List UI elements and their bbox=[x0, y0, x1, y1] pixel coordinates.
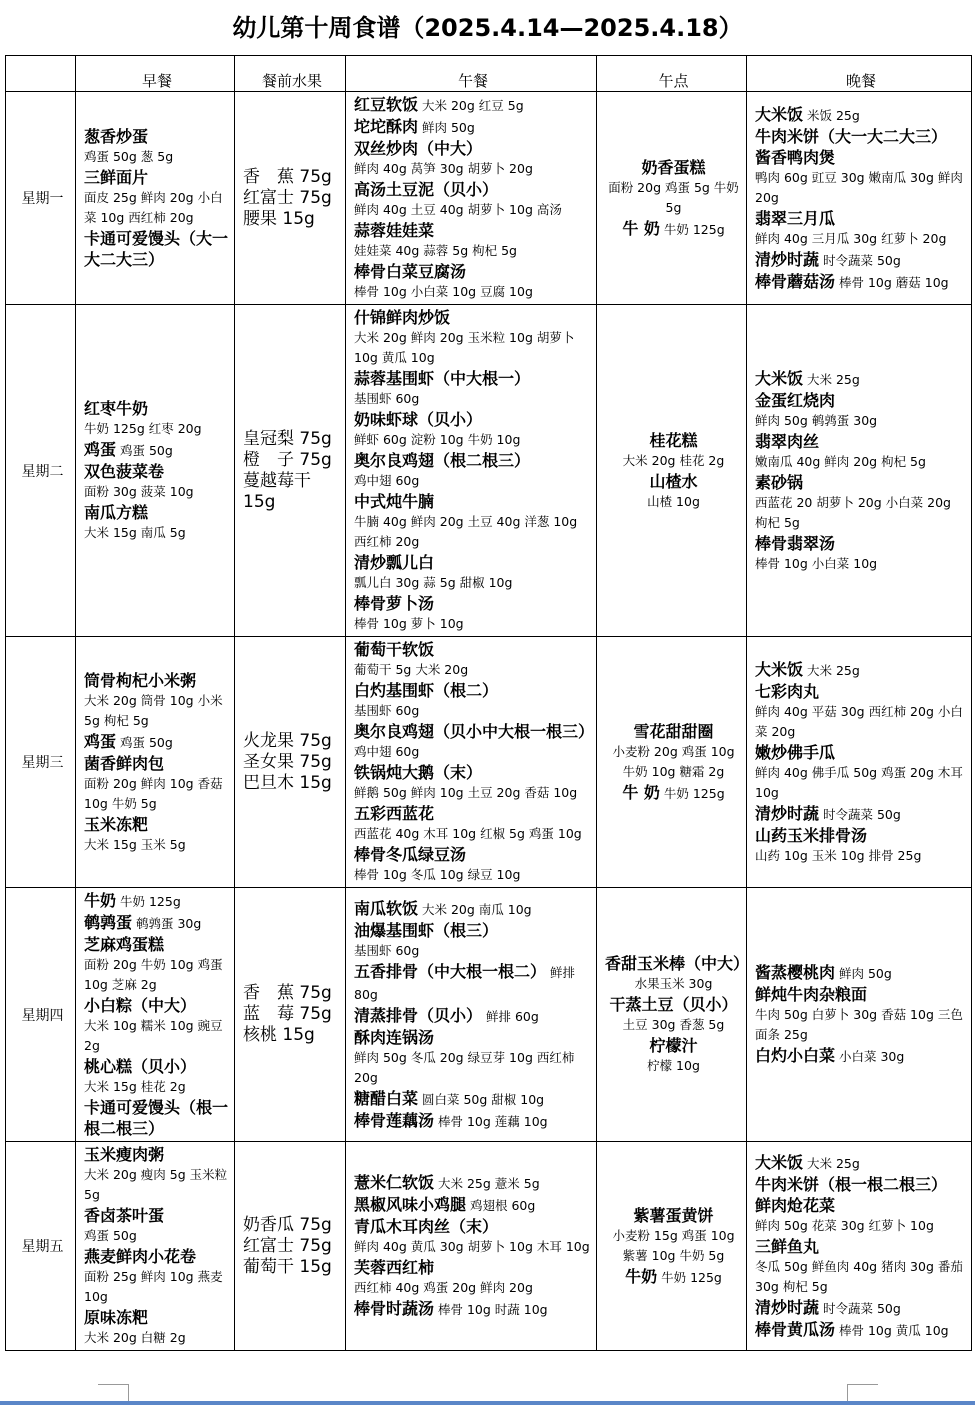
ingredient-line: 大米 20g 瘦肉 5g 玉米粒 5g bbox=[84, 1167, 228, 1202]
dish-line: 玉米瘦肉粥 bbox=[84, 1145, 165, 1164]
fruit-line: 奶香瓜 75g bbox=[243, 1214, 332, 1235]
snack-cell bbox=[597, 305, 747, 637]
page-title: 幼儿第十周食谱（2025.4.14—2025.4.18） bbox=[232, 14, 743, 42]
dish-line: 蒜蓉基围虾（中大根一） bbox=[354, 369, 531, 388]
dish-line: 素砂锅 bbox=[755, 472, 804, 492]
dish-line: 大米饭 大米 25g bbox=[755, 659, 860, 679]
header-dinner: 晚餐 bbox=[747, 56, 972, 92]
fruit-line: 巴旦木 15g bbox=[243, 772, 332, 793]
dish-line: 清炒时蔬 时令蔬菜 50g bbox=[755, 249, 901, 269]
dish-line: 棒骨萝卜汤 bbox=[354, 594, 435, 613]
header-fruit: 餐前水果 bbox=[235, 56, 346, 92]
header-row bbox=[6, 56, 972, 92]
dish-line: 清炒时蔬 时令蔬菜 50g bbox=[755, 803, 901, 823]
dish-line: 葡萄干软饭 bbox=[354, 640, 435, 659]
day-label: 星期一 bbox=[6, 92, 76, 305]
fruit-line: 圣女果 75g bbox=[243, 751, 332, 772]
dish-line: 黑椒风味小鸡腿 鸡翅根 60g bbox=[354, 1195, 536, 1214]
ingredient-line: 鸭肉 60g 豇豆 30g 嫩南瓜 30g 鲜肉 20g bbox=[755, 169, 963, 205]
fruit-line: 皇冠梨 75g bbox=[243, 428, 332, 449]
day-row bbox=[6, 637, 972, 888]
ingredient-line: 鸡蛋 50g bbox=[84, 1228, 137, 1243]
dish-line: 芝麻鸡蛋糕 bbox=[84, 935, 165, 954]
breakfast-cell bbox=[76, 1142, 235, 1351]
ingredient-line: 葡萄干 5g 大米 20g bbox=[354, 662, 469, 677]
day-label: 星期五 bbox=[6, 1142, 76, 1351]
dish-line: 薏米仁软饭 大米 25g 薏米 5g bbox=[354, 1173, 540, 1192]
dish-line: 大米饭 大米 25g bbox=[755, 368, 860, 388]
lunch-cell bbox=[346, 305, 597, 637]
ingredient-line: 大米 20g 鲜肉 20g 玉米粒 10g 胡萝卜 10g 黄瓜 10g bbox=[354, 330, 575, 365]
dish-line: 奥尔良鸡翅（贝小中大根一根三） bbox=[354, 722, 595, 741]
dish-line: 大米饭 米饭 25g bbox=[755, 104, 860, 124]
ingredient-line: 牛腩 40g 鲜肉 20g 土豆 40g 洋葱 10g 西红柿 20g bbox=[354, 514, 578, 549]
ingredient-line: 娃娃菜 40g 蒜蓉 5g 枸杞 5g bbox=[354, 243, 517, 258]
fruit-line: 腰果 15g bbox=[243, 208, 315, 229]
dish-line: 七彩肉丸 bbox=[755, 681, 820, 701]
dish-line: 棒骨翡翠汤 bbox=[755, 533, 836, 553]
ingredient-line: 鲜肉 50g 冬瓜 20g 绿豆芽 10g 西红柿 20g bbox=[354, 1049, 575, 1085]
dish-line: 棒骨蘑菇汤 棒骨 10g 蘑菇 10g bbox=[755, 271, 949, 291]
dinner-cell bbox=[747, 92, 972, 305]
dish-line: 芙蓉西红柿 bbox=[354, 1258, 435, 1277]
fruit-cell bbox=[235, 637, 346, 888]
dish-line: 高汤土豆泥（贝小） bbox=[354, 180, 499, 199]
ingredient-line: 基围虾 60g bbox=[354, 942, 420, 958]
menu-table bbox=[5, 55, 972, 1351]
dish-line: 小白粽（中大） bbox=[84, 996, 197, 1015]
ingredient-line: 鸡中翅 60g bbox=[354, 473, 420, 488]
dish-line: 酥肉连锅汤 bbox=[354, 1027, 435, 1047]
dish-line: 南瓜软饭 大米 20g 南瓜 10g bbox=[354, 898, 532, 918]
dish-line: 桃心糕（贝小） bbox=[84, 1057, 197, 1076]
dish-line: 白灼基围虾（根二） bbox=[354, 681, 499, 700]
ingredient-line: 鲜肉 40g 三月瓜 30g 红萝卜 20g bbox=[755, 230, 947, 246]
dish-line: 翡翠三月瓜 bbox=[755, 208, 836, 228]
fruit-line: 橙 子 75g bbox=[243, 449, 332, 470]
ingredient-line: 面粉 25g 鲜肉 10g 燕麦 10g bbox=[84, 1269, 223, 1304]
day-label: 星期三 bbox=[6, 637, 76, 888]
dish-line: 青瓜木耳肉丝（末） bbox=[354, 1217, 499, 1236]
dish-line: 棒骨白菜豆腐汤 bbox=[354, 262, 467, 281]
dish-line: 牛肉米饼（根一根二根三） bbox=[755, 1174, 948, 1194]
ingredient-line: 鲜肉 40g 平菇 30g 西红柿 20g 小白菜 20g bbox=[755, 703, 963, 739]
dish-line: 鲜炖牛肉杂粮面 bbox=[755, 985, 868, 1004]
fruit-line: 火龙果 75g bbox=[243, 730, 332, 751]
ingredient-line: 面粉 20g 鸡蛋 5g 牛奶 5g bbox=[608, 179, 739, 215]
ingredient-line: 面皮 25g 鲜肉 20g 小白菜 10g 西红柿 20g bbox=[84, 190, 223, 225]
dinner-cell bbox=[747, 637, 972, 888]
dish-line: 双丝炒肉（中大） bbox=[354, 139, 483, 158]
dish-line: 柠檬汁 bbox=[649, 1036, 698, 1055]
dish-line: 酱香鸭肉煲 bbox=[755, 147, 836, 167]
dish-line: 棒骨莲藕汤 棒骨 10g 莲藕 10g bbox=[354, 1110, 548, 1130]
ingredient-line: 小麦粉 15g 鸡蛋 10g 紫薯 10g 牛奶 5g bbox=[612, 1227, 735, 1263]
ingredient-line: 面粉 30g 菠菜 10g bbox=[84, 484, 194, 499]
ingredient-line: 水果玉米 30g bbox=[634, 976, 713, 991]
dish-line: 铁锅炖大鹅（末） bbox=[354, 763, 483, 782]
fruit-cell bbox=[235, 305, 346, 637]
dish-line: 三鲜鱼丸 bbox=[755, 1236, 820, 1256]
header-snack: 午点 bbox=[597, 56, 747, 92]
dish-line: 油爆基围虾（根三） bbox=[354, 920, 499, 940]
ingredient-line: 冬瓜 50g 鲜鱼肉 40g 猪肉 30g 番茄 30g 枸杞 5g bbox=[755, 1258, 963, 1294]
fruit-line: 核桃 15g bbox=[243, 1025, 315, 1045]
ingredient-line: 面粉 20g 鲜肉 10g 香菇 10g 牛奶 5g bbox=[84, 775, 223, 811]
fruit-line: 蓝 莓 75g bbox=[243, 1004, 332, 1024]
dish-line: 鸡蛋 鸡蛋 50g bbox=[84, 731, 173, 751]
dish-line: 棒骨时蔬汤 棒骨 10g 时蔬 10g bbox=[354, 1299, 548, 1318]
dish-line: 紫薯蛋黄饼 bbox=[633, 1205, 714, 1225]
ingredient-line: 鲜肉 50g 花菜 30g 红萝卜 10g bbox=[755, 1217, 934, 1233]
dish-line: 山楂水 bbox=[649, 471, 698, 491]
day-row bbox=[6, 888, 972, 1142]
dish-line: 大米饭 大米 25g bbox=[755, 1152, 860, 1172]
ingredient-line: 鲜肉 40g 土豆 40g 胡萝卜 10g 高汤 bbox=[354, 202, 562, 217]
dish-line: 玉米冻粑 bbox=[84, 814, 149, 834]
dish-line: 奶味虾球（贝小） bbox=[354, 410, 483, 429]
ingredient-line: 瓢儿白 30g 蒜 5g 甜椒 10g bbox=[354, 575, 513, 590]
ingredient-line: 土豆 30g 香葱 5g bbox=[622, 1017, 725, 1032]
dish-line: 翡翠肉丝 bbox=[755, 431, 820, 451]
dish-line: 白灼小白菜 小白菜 30g bbox=[755, 1046, 905, 1065]
ingredient-line: 棒骨 10g 萝卜 10g bbox=[354, 616, 464, 631]
dish-line: 牛肉米饼（大一大二大三） bbox=[755, 126, 948, 146]
breakfast-cell bbox=[76, 305, 235, 637]
dish-line: 香甜玉米棒（中大） bbox=[605, 954, 750, 973]
day-label: 星期四 bbox=[6, 888, 76, 1142]
ingredient-line: 山药 10g 玉米 10g 排骨 25g bbox=[755, 847, 922, 863]
ingredient-line: 棒骨 10g 小白菜 10g bbox=[755, 555, 878, 571]
ingredient-line: 大米 20g 白糖 2g bbox=[84, 1330, 186, 1345]
dish-line: 牛 奶 牛奶 125g bbox=[622, 218, 725, 238]
ingredient-line: 嫩南瓜 40g 鲜肉 20g 枸杞 5g bbox=[755, 453, 926, 469]
dish-line: 燕麦鲜肉小花卷 bbox=[84, 1247, 197, 1266]
lunch-cell bbox=[346, 92, 597, 305]
day-row bbox=[6, 92, 972, 305]
ingredient-line: 西蓝花 20 胡萝卜 20g 小白菜 20g 枸杞 5g bbox=[755, 494, 951, 530]
dish-line: 卡通可爱馒头（根一根二根三） bbox=[84, 1098, 229, 1138]
dish-line: 红豆软饭 大米 20g 红豆 5g bbox=[354, 95, 524, 114]
ingredient-line: 鲜肉 40g 佛手瓜 50g 鸡蛋 20g 木耳 10g bbox=[755, 764, 963, 800]
ingredient-line: 面粉 20g 牛奶 10g 鸡蛋 10g 芝麻 2g bbox=[84, 957, 223, 992]
ingredient-line: 鸡蛋 50g 葱 5g bbox=[84, 149, 174, 164]
snack-cell bbox=[597, 888, 750, 1142]
dish-line: 嫩炒佛手瓜 bbox=[755, 742, 836, 762]
dish-line: 香卤茶叶蛋 bbox=[84, 1206, 165, 1225]
header-day bbox=[6, 56, 76, 92]
ingredient-line: 西蓝花 40g 木耳 10g 红椒 5g 鸡蛋 10g bbox=[354, 826, 582, 841]
day-label: 星期二 bbox=[6, 305, 76, 637]
ingredient-line: 鲜肉 40g 莴笋 30g 胡萝卜 20g bbox=[354, 161, 533, 176]
ingredient-line: 牛奶 125g 红枣 20g bbox=[84, 421, 202, 436]
dish-line: 鸡蛋 鸡蛋 50g bbox=[84, 440, 173, 459]
dinner-cell bbox=[747, 305, 972, 637]
snack-cell bbox=[597, 1142, 747, 1351]
fruit-cell bbox=[235, 92, 346, 305]
dish-line: 鹌鹑蛋 鹌鹑蛋 30g bbox=[84, 913, 202, 932]
dish-line: 奥尔良鸡翅（根二根三） bbox=[354, 451, 531, 470]
day-row bbox=[6, 305, 972, 637]
dish-line: 牛 奶 牛奶 125g bbox=[622, 782, 725, 802]
ingredient-line: 基围虾 60g bbox=[354, 703, 420, 718]
dish-line: 干蒸土豆（贝小） bbox=[609, 995, 738, 1014]
ingredient-line: 棒骨 10g 冬瓜 10g 绿豆 10g bbox=[354, 867, 521, 882]
ingredient-line: 大米 10g 糯米 10g 豌豆 2g bbox=[84, 1018, 223, 1053]
dish-line: 牛奶 牛奶 125g bbox=[625, 1266, 722, 1286]
ingredient-line: 基围虾 60g bbox=[354, 391, 420, 406]
breakfast-cell bbox=[76, 888, 235, 1142]
fruit-line: 葡萄干 15g bbox=[243, 1256, 332, 1277]
snack-cell bbox=[597, 92, 747, 305]
ingredient-line: 小麦粉 20g 鸡蛋 10g 牛奶 10g 糖霜 2g bbox=[612, 743, 735, 779]
lunch-cell bbox=[346, 888, 597, 1142]
dish-line: 鲜肉炝花菜 bbox=[755, 1195, 836, 1215]
fruit-cell bbox=[235, 888, 346, 1142]
dish-line: 清炒瓢儿白 bbox=[354, 553, 435, 572]
ingredient-line: 鲜肉 50g 鹌鹑蛋 30g bbox=[755, 412, 878, 428]
dish-line: 棒骨黄瓜汤 棒骨 10g 黄瓜 10g bbox=[755, 1319, 949, 1339]
ingredient-line: 大米 20g 桂花 2g bbox=[622, 452, 725, 468]
dish-line: 酱蒸樱桃肉 鲜肉 50g bbox=[755, 963, 892, 982]
page-bottom-rule bbox=[0, 1401, 975, 1405]
ingredient-line: 牛肉 50g 白萝卜 30g 香菇 10g 三色面条 25g bbox=[755, 1007, 963, 1042]
dish-line: 蒜蓉娃娃菜 bbox=[354, 221, 435, 240]
ingredient-line: 鲜虾 60g 淀粉 10g 牛奶 10g bbox=[354, 432, 521, 447]
dish-line: 糖醋白菜 圆白菜 50g 甜椒 10g bbox=[354, 1088, 545, 1108]
header-lunch: 午餐 bbox=[346, 56, 597, 92]
dish-line: 中式炖牛腩 bbox=[354, 492, 435, 511]
snack-cell bbox=[597, 637, 747, 888]
ingredient-line: 柠檬 10g bbox=[647, 1058, 700, 1073]
breakfast-cell bbox=[76, 92, 235, 305]
ingredient-line: 鸡中翅 60g bbox=[354, 744, 420, 759]
fruit-line: 红富士 75g bbox=[243, 1235, 332, 1256]
fruit-line: 蔓越莓干 15g bbox=[243, 470, 311, 512]
dish-line: 葱香炒蛋 bbox=[84, 127, 149, 146]
day-row bbox=[6, 1142, 972, 1351]
dish-line: 坨坨酥肉 鲜肉 50g bbox=[354, 117, 475, 136]
ingredient-line: 大米 15g 南瓜 5g bbox=[84, 525, 186, 540]
dish-line: 清蒸排骨（贝小） 鲜排 60g bbox=[354, 1005, 539, 1025]
ingredient-line: 棒骨 10g 小白菜 10g 豆腐 10g bbox=[354, 284, 533, 299]
ingredient-line: 大米 20g 筒骨 10g 小米 5g 枸杞 5g bbox=[84, 692, 223, 728]
ingredient-line: 山楂 10g bbox=[647, 493, 700, 509]
dish-line: 雪花甜甜圈 bbox=[633, 721, 714, 741]
dinner-cell bbox=[747, 888, 972, 1142]
dish-line: 三鲜面片 bbox=[84, 168, 149, 187]
ingredient-line: 大米 15g 桂花 2g bbox=[84, 1079, 186, 1094]
fruit-line: 红富士 75g bbox=[243, 187, 332, 208]
dish-line: 桂花糕 bbox=[649, 430, 698, 450]
dish-line: 红枣牛奶 bbox=[84, 399, 149, 418]
dish-line: 奶香蛋糕 bbox=[641, 157, 706, 177]
dish-line: 山药玉米排骨汤 bbox=[755, 825, 868, 845]
dish-line: 卡通可爱馒头（大一大二大三） bbox=[84, 229, 229, 269]
breakfast-cell bbox=[76, 637, 235, 888]
dish-line: 清炒时蔬 时令蔬菜 50g bbox=[755, 1297, 901, 1317]
dish-line: 菌香鲜肉包 bbox=[84, 753, 165, 773]
dish-line: 棒骨冬瓜绿豆汤 bbox=[354, 845, 467, 864]
lunch-cell bbox=[346, 637, 597, 888]
dish-line: 原味冻粑 bbox=[84, 1308, 149, 1327]
ingredient-line: 鲜肉 40g 黄瓜 30g 胡萝卜 10g 木耳 10g bbox=[354, 1239, 590, 1254]
dish-line: 金蛋红烧肉 bbox=[755, 390, 836, 410]
ingredient-line: 鲜鹅 50g 鲜肉 10g 土豆 20g 香菇 10g bbox=[354, 785, 578, 800]
dish-line: 筒骨枸杞小米粥 bbox=[84, 670, 197, 690]
ingredient-line: 大米 15g 玉米 5g bbox=[84, 836, 186, 852]
fruit-line: 香 蕉 75g bbox=[243, 983, 332, 1003]
dish-line: 牛奶 牛奶 125g bbox=[84, 891, 181, 910]
dinner-cell bbox=[747, 1142, 972, 1351]
header-breakfast: 早餐 bbox=[76, 56, 235, 92]
dish-line: 双色菠菜卷 bbox=[84, 462, 165, 481]
dish-line: 五彩西蓝花 bbox=[354, 804, 435, 823]
lunch-cell bbox=[346, 1142, 597, 1351]
dish-line: 五香排骨（中大根一根二） 鲜排 80g bbox=[354, 961, 575, 1002]
fruit-cell bbox=[235, 1142, 346, 1351]
dish-line: 什锦鲜肉炒饭 bbox=[354, 308, 451, 327]
fruit-line: 香 蕉 75g bbox=[243, 166, 332, 187]
ingredient-line: 西红柿 40g 鸡蛋 20g 鲜肉 20g bbox=[354, 1280, 533, 1295]
dish-line: 南瓜方糕 bbox=[84, 503, 149, 522]
